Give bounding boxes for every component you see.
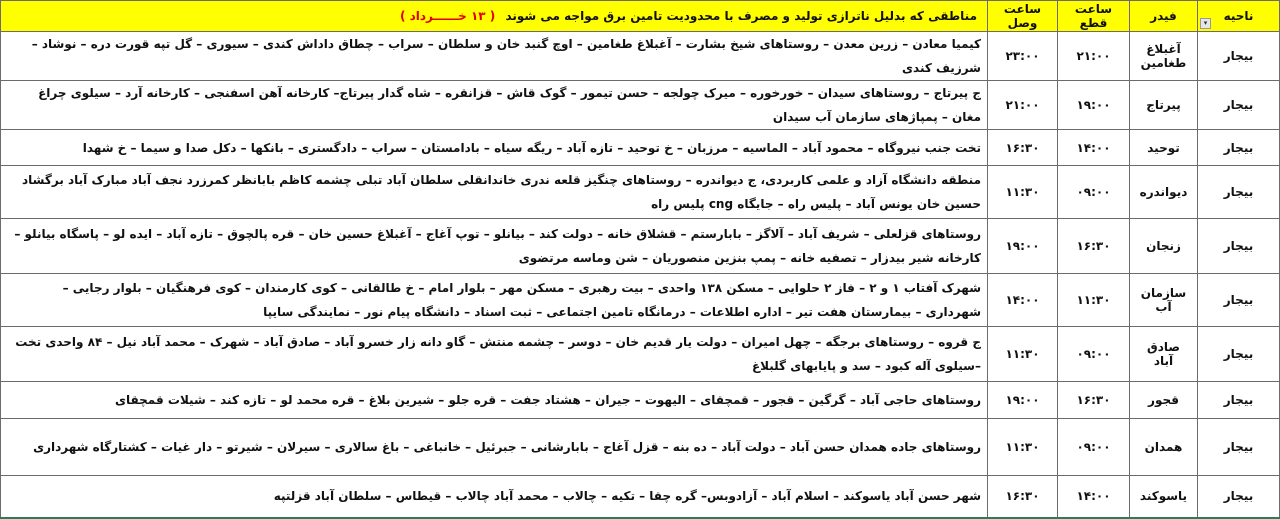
cell-areas[interactable]: ج پیرتاج – روستاهای سیدان – خورخوره – میرک چولجه – حسن تیمور – گوک قاش – قزانقره – شاه گدار پیرتاج– کارخانه آهن اسفنجی – کارخانه آرد – سیلوی چراغ مغان – پمپاژهای سازمان آب سیدان [1, 81, 988, 130]
cell-feeder[interactable]: همدان [1130, 419, 1198, 476]
cell-cut-time[interactable]: ۰۹:۰۰ [1058, 166, 1130, 219]
header-cut-time[interactable]: ساعت قطع [1058, 1, 1130, 32]
cell-region[interactable]: بیجار [1198, 130, 1280, 166]
cell-connect-time[interactable]: ۲۳:۰۰ [988, 32, 1058, 81]
cell-areas[interactable]: روستاهای قزلعلی – شریف آباد – آلاگز – بابارستم – قشلاق خانه – دولت کند – بیانلو – توپ آغاج – آغبلاغ حسین خان – قره پالچوق – تازه آباد – ایده لو – پاسگاه بیانلو – کارخانه شیر بیدزار – تصفیه خانه – پمپ بنزین منصوریان – شن وماسه مرتضوی [1, 219, 988, 274]
table-row [1, 219, 1280, 274]
cell-region[interactable]: بیجار [1198, 32, 1280, 81]
table-row [1, 274, 1280, 327]
cell-cut-time[interactable]: ۱۴:۰۰ [1058, 476, 1130, 518]
cell-connect-time[interactable]: ۱۶:۳۰ [988, 476, 1058, 518]
cell-areas[interactable]: تخت جنب نیروگاه – محمود آباد – الماسیه – مرزبان – خ توحید – تازه آباد – ریگه سیاه – بادامستان – سراب – دادگستری – بانکها – دکل صدا و سیما – خ شهدا [1, 130, 988, 166]
header-region-label: ناحیه [1223, 9, 1254, 23]
table-row [1, 382, 1280, 419]
cell-region[interactable]: بیجار [1198, 327, 1280, 382]
filter-dropdown-icon[interactable]: ▾ [1200, 18, 1211, 29]
cell-region[interactable]: بیجار [1198, 419, 1280, 476]
cell-region[interactable]: بیجار [1198, 382, 1280, 419]
table-row [1, 419, 1280, 476]
cell-cut-time[interactable]: ۱۴:۰۰ [1058, 130, 1130, 166]
cell-connect-time[interactable]: ۱۱:۳۰ [988, 327, 1058, 382]
cell-region[interactable]: بیجار [1198, 476, 1280, 518]
cell-connect-time[interactable]: ۱۴:۰۰ [988, 274, 1058, 327]
cell-cut-time[interactable]: ۰۹:۰۰ [1058, 419, 1130, 476]
cell-region[interactable]: بیجار [1198, 274, 1280, 327]
header-region[interactable] [1198, 1, 1280, 32]
table-title: مناطقی که بدلیل ناترازی تولید و مصرف با محدودیت تامین برق مواجه می شوند [505, 9, 977, 23]
header-row [1, 1, 1280, 32]
cell-region[interactable]: بیجار [1198, 219, 1280, 274]
cell-cut-time[interactable]: ۱۹:۰۰ [1058, 81, 1130, 130]
cell-region[interactable]: بیجار [1198, 166, 1280, 219]
cell-areas[interactable]: شهر حسن آباد یاسوکند – اسلام آباد – آزادوبس– گره چقا – تکیه – چالاب – محمد آباد چالاب – قیطاس – سلطان آباد قزلتپه [1, 476, 988, 518]
cell-connect-time[interactable]: ۲۱:۰۰ [988, 81, 1058, 130]
cell-cut-time[interactable]: ۱۶:۳۰ [1058, 382, 1130, 419]
table-row [1, 476, 1280, 518]
cell-cut-time[interactable]: ۲۱:۰۰ [1058, 32, 1130, 81]
cell-feeder[interactable]: سازمان آب [1130, 274, 1198, 327]
cell-feeder[interactable]: یاسوکند [1130, 476, 1198, 518]
cell-areas[interactable]: روستاهای جاده همدان حسن آباد – دولت آباد – ده بنه – قزل آغاج – بابارشانی – جبرئیل – خانباغی – باغ سالاری – سیرلان – شیرتو – دار غیات – کشتارگاه شهرداری [1, 419, 988, 476]
cell-feeder[interactable]: زنجان [1130, 219, 1198, 274]
cell-areas[interactable]: شهرک آفتاب ۱ و ۲ – فاز ۲ حلوایی – مسکن ۱۳۸ واحدی – بیت رهبری – مسکن مهر – بلوار امام – خ طالقانی – کوی کارمندان – کوی فرهنگیان – بلوار رجایی – شهرداری – بیمارستان هفت تیر – اداره اطلاعات – درمانگاه تامین اجتماعی – ثبت اسناد – دانشگاه پیام نور – نمایندگی سایپا [1, 274, 988, 327]
cell-connect-time[interactable]: ۱۹:۰۰ [988, 382, 1058, 419]
cell-areas[interactable]: ج قروه – روستاهای برجگه – چهل امیران – دولت یار قدیم خان – دوسر – چشمه منتش – گاو دانه زار خسرو آباد – صادق آباد – شهرک – محمد آباد نیل – ۸۴ واحدی تخت –سیلوی آله کبود – سد و پایابهای گلبلاغ [1, 327, 988, 382]
cell-connect-time[interactable]: ۱۱:۳۰ [988, 419, 1058, 476]
cell-feeder[interactable]: صادق آباد [1130, 327, 1198, 382]
cell-feeder[interactable]: پیرتاج [1130, 81, 1198, 130]
header-feeder[interactable]: فیدر [1130, 1, 1198, 32]
cell-connect-time[interactable]: ۱۱:۳۰ [988, 166, 1058, 219]
cell-connect-time[interactable]: ۱۹:۰۰ [988, 219, 1058, 274]
table-row [1, 32, 1280, 81]
header-title[interactable] [1, 1, 988, 32]
table-row [1, 166, 1280, 219]
cell-areas[interactable]: کیمیا معادن – زرین معدن – روستاهای شیخ بشارت – آغبلاغ طغامین – اوچ گنبد خان و سلطان – سراب – چطاق داداش کندی – سیوری – گل تپه قورت دره – نوشاد – شرزیف کندی [1, 32, 988, 81]
cell-areas[interactable]: روستاهای حاجی آباد – گرگین – قجور – قمچقای – الیهوت – جیران – هشتاد جفت – قره جلو – شیرین بلاغ – قره محمد لو – تازه کند – شیلات قمچقای [1, 382, 988, 419]
cell-cut-time[interactable]: ۱۱:۳۰ [1058, 274, 1130, 327]
header-connect-time[interactable]: ساعت وصل [988, 1, 1058, 32]
cell-connect-time[interactable]: ۱۶:۳۰ [988, 130, 1058, 166]
cell-feeder[interactable]: آغبلاغ طغامین [1130, 32, 1198, 81]
table-row [1, 81, 1280, 130]
cell-feeder[interactable]: دیواندره [1130, 166, 1198, 219]
cell-region[interactable]: بیجار [1198, 81, 1280, 130]
cell-cut-time[interactable]: ۰۹:۰۰ [1058, 327, 1130, 382]
title-date: ( ۱۳ خــــــرداد ) [399, 9, 496, 23]
cell-feeder[interactable]: توحید [1130, 130, 1198, 166]
cell-areas[interactable]: منطقه دانشگاه آزاد و علمی کاربردی، ج دیواندره – روستاهای چنگیز قلعه ندری خاندانقلی سلطان آباد تبلی چشمه کاظم بابانظر کمرزرد نجف آباد مبارک آباد برگشاد حسین خان یونس آباد – پلیس راه – جایگاه cng پلیس راه [1, 166, 988, 219]
cell-cut-time[interactable]: ۱۶:۳۰ [1058, 219, 1130, 274]
table-row [1, 327, 1280, 382]
cell-feeder[interactable]: قجور [1130, 382, 1198, 419]
table-row [1, 130, 1280, 166]
